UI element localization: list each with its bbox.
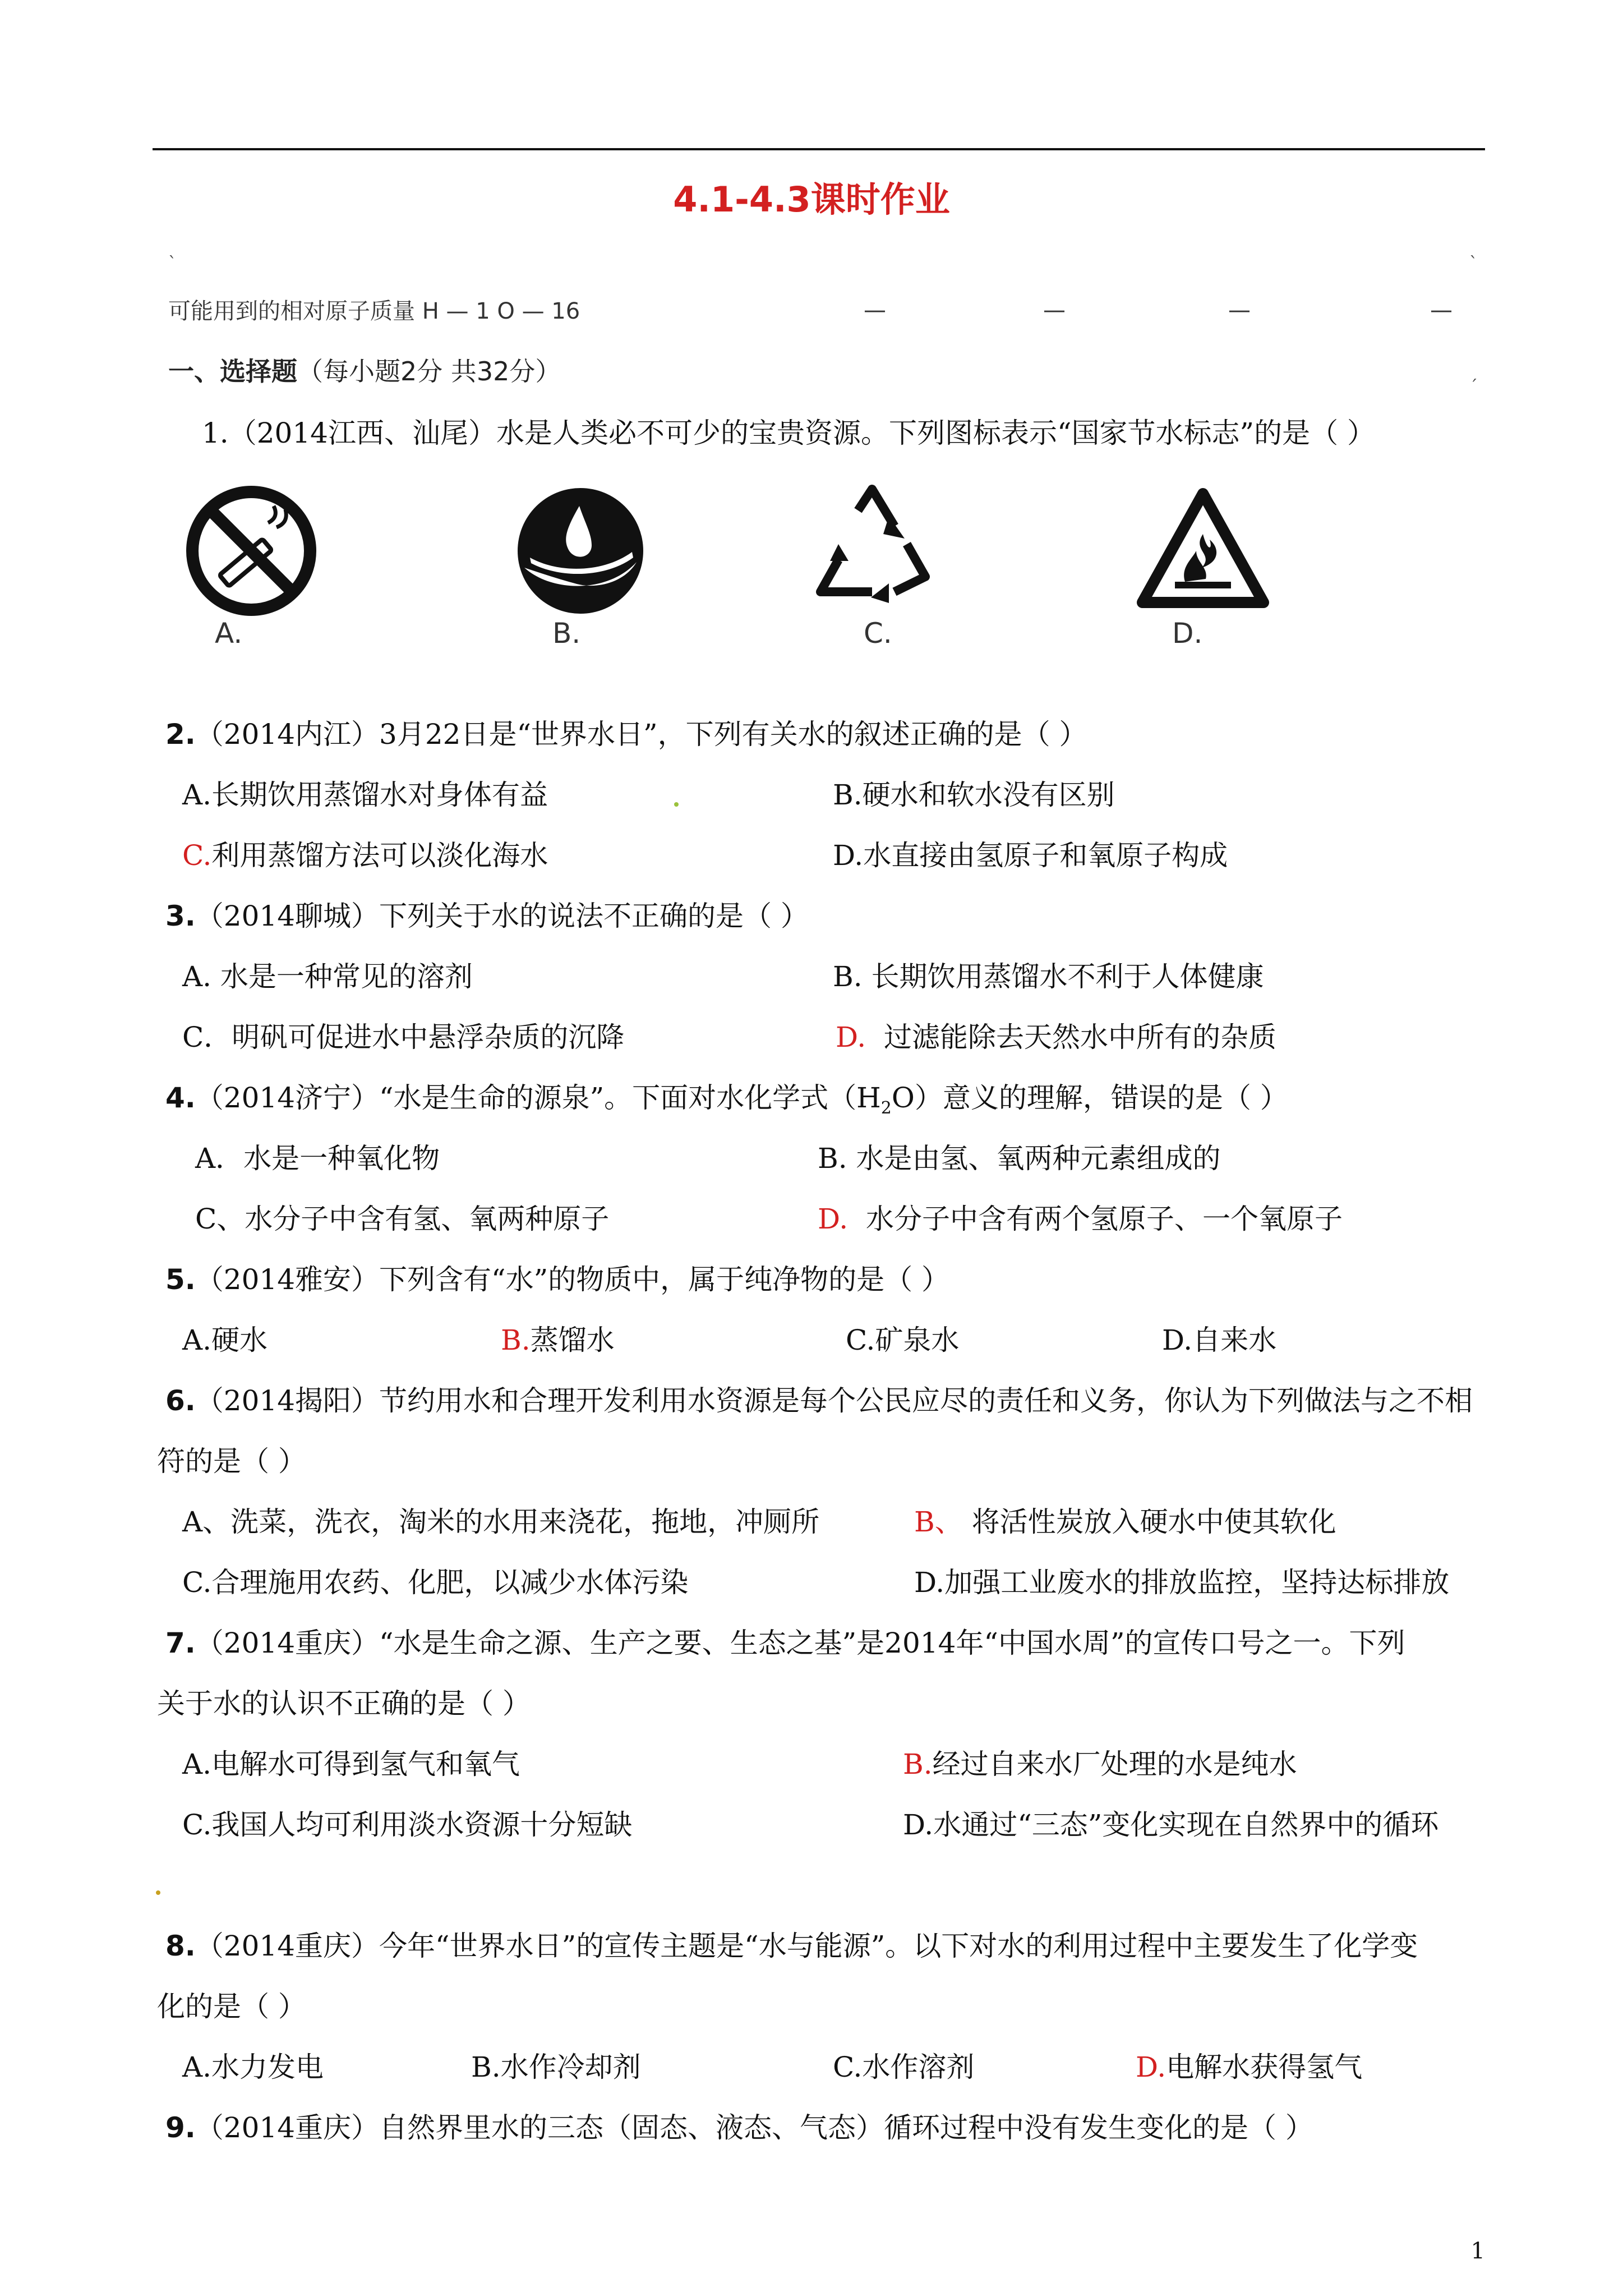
q4-option-d [818, 1202, 1343, 1236]
question-number: 9. [165, 2111, 196, 2144]
q3-option-c: C．明矾可促进水中悬浮杂质的沉降 [182, 1021, 625, 1053]
option-c-label: C. [864, 617, 892, 650]
q8-option-c: C.水作溶剂 [833, 2051, 975, 2083]
question-3 [165, 899, 809, 933]
q3-option-b: B. 长期饮用蒸馏水不利于人体健康 [833, 960, 1264, 993]
question-text: （2014济宁）“水是生命的源泉”。下面对水化学式（H [195, 1082, 881, 1114]
question-text: （2014揭阳）节约用水和合理开发利用水资源是每个公民应尽的责任和义务，你认为下列做法与之不相 [195, 1384, 1473, 1417]
page-number: 1 [1470, 2238, 1485, 2264]
question-number: 7. [165, 1627, 196, 1659]
answer-letter: D. [818, 1203, 849, 1235]
q4-option-b: B. 水是由氢、氧两种元素组成的 [818, 1142, 1221, 1175]
answer-letter: D. [1136, 2051, 1166, 2083]
q5-option-c: C.矿泉水 [846, 1324, 960, 1356]
answer-letter: C. [182, 839, 212, 872]
q7-option-b [903, 1747, 1297, 1781]
question-1 [202, 416, 1375, 450]
scan-dot [674, 802, 679, 807]
q5-option-b [501, 1323, 615, 1357]
page-title: 4.1-4.3课时作业 [673, 179, 950, 220]
section-heading [168, 356, 561, 387]
scan-dash: — [1043, 297, 1066, 323]
no-smoking-icon [184, 484, 319, 618]
question-4 [165, 1081, 1288, 1125]
question-number: 2. [165, 718, 196, 751]
option-a-label: A. [215, 617, 243, 650]
question-number: 5. [165, 1263, 196, 1296]
question-text: （2014聊城）下列关于水的说法不正确的是（ ） [195, 900, 809, 932]
scan-dash: — [1228, 297, 1251, 323]
q2-option-a: A.长期饮用蒸馏水对身体有益 [182, 779, 548, 811]
q5-option-d: D.自来水 [1162, 1324, 1277, 1356]
question-text: （2014内江）3月22日是“世界水日”，下列有关水的叙述正确的是（ ） [195, 718, 1087, 751]
question-number: 4. [165, 1082, 196, 1114]
scan-mark: ˋ [168, 254, 177, 273]
option-text: 蒸馏水 [530, 1324, 615, 1356]
option-text: 经过自来水厂处理的水是纯水 [932, 1748, 1297, 1780]
q8-option-d [1136, 2050, 1362, 2084]
q7-option-c: C.我国人均可利用淡水资源十分短缺 [182, 1809, 633, 1841]
question-5 [165, 1263, 949, 1296]
question-2 [165, 717, 1087, 751]
option-text: 水分子中含有两个氢原子、一个氧原子 [866, 1203, 1343, 1235]
option-d-label: D. [1172, 617, 1203, 650]
section-note: （每小题2分 共32分） [297, 356, 561, 386]
option-text: 将活性炭放入硬水中使其软化 [971, 1506, 1336, 1538]
water-saving-icon [513, 484, 648, 618]
question-8-cont: 化的是（ ） [157, 1990, 306, 2023]
q2-option-d: D.水直接由氢原子和氧原子构成 [833, 839, 1228, 872]
header-rule [153, 148, 1485, 150]
answer-letter: D. [836, 1021, 866, 1053]
recycle-icon [805, 477, 939, 611]
q3-option-a: A. 水是一种常见的溶剂 [182, 960, 473, 993]
q4-option-a: A．水是一种氧化物 [195, 1142, 440, 1175]
option-b-label: B. [552, 617, 581, 650]
question-text: （2014重庆）自然界里水的三态（固态、液态、气态）循环过程中没有发生变化的是（ ） [195, 2111, 1313, 2144]
question-text: O）意义的理解，错误的是（ ） [891, 1082, 1288, 1114]
answer-letter: B. [903, 1748, 933, 1780]
q6-option-c: C.合理施用农药、化肥，以减少水体污染 [182, 1566, 689, 1599]
scan-dot [156, 1890, 160, 1895]
scan-dash: — [864, 297, 886, 323]
question-7-cont: 关于水的认识不正确的是（ ） [157, 1687, 531, 1720]
question-number: 1. [202, 417, 229, 449]
question-8 [165, 1929, 1418, 1963]
flammable-warning-icon [1136, 484, 1270, 618]
q4-option-c: C、水分子中含有氢、氧两种原子 [195, 1203, 610, 1235]
q7-option-d: D.水通过“三态”变化实现在自然界中的循环 [903, 1809, 1439, 1841]
q2-option-b: B.硬水和软水没有区别 [833, 779, 1115, 811]
question-text: （2014重庆）“水是生命之源、生产之要、生态之基”是2014年“中国水周”的宣传口号之一。下列 [195, 1627, 1405, 1659]
question-number: 3. [165, 900, 196, 932]
question-6-cont: 符的是（ ） [157, 1445, 306, 1478]
question-number: 6. [165, 1384, 196, 1417]
q5-option-a: A.硬水 [182, 1324, 268, 1356]
q8-option-a: A.水力发电 [182, 2051, 324, 2083]
question-text: （2014江西、汕尾）水是人类必不可少的宝贵资源。下列图标表示“国家节水标志”的是（ ） [228, 417, 1375, 449]
scan-mark: ˊ [1469, 377, 1478, 397]
q8-option-b: B.水作冷却剂 [471, 2051, 641, 2083]
answer-letter: B、 [914, 1506, 963, 1538]
question-6 [165, 1384, 1473, 1418]
q6-option-b [914, 1505, 1336, 1539]
option-text: 利用蒸馏方法可以淡化海水 [211, 839, 548, 872]
subscript: 2 [880, 1098, 892, 1118]
q6-option-d: D.加强工业废水的排放监控，坚持达标排放 [914, 1566, 1450, 1599]
question-text: （2014重庆）今年“世界水日”的宣传主题是“水与能源”。以下对水的利用过程中主要发生了化学变 [195, 1930, 1418, 1962]
question-number: 8. [165, 1930, 196, 1962]
question-text: （2014雅安）下列含有“水”的物质中，属于纯净物的是（ ） [195, 1263, 950, 1296]
q2-option-c [182, 839, 548, 872]
scan-mark: ˋ [1469, 254, 1478, 273]
option-text: 电解水获得氢气 [1166, 2051, 1363, 2083]
question-9 [165, 2111, 1313, 2145]
answer-letter: B. [501, 1324, 531, 1356]
option-text: 过滤能除去天然水中所有的杂质 [884, 1021, 1276, 1053]
scan-dash: — [1430, 297, 1453, 323]
section-title: 一、选择题 [168, 356, 297, 386]
q6-option-a: A、洗菜，洗衣，淘米的水用来浇花，拖地，冲厕所 [182, 1506, 820, 1538]
q3-option-d [836, 1020, 1276, 1054]
question-7 [165, 1626, 1405, 1660]
atomic-masses: 可能用到的相对原子质量 H — 1 O — 16 [168, 298, 580, 324]
q7-option-a: A.电解水可得到氢气和氧气 [182, 1748, 520, 1780]
